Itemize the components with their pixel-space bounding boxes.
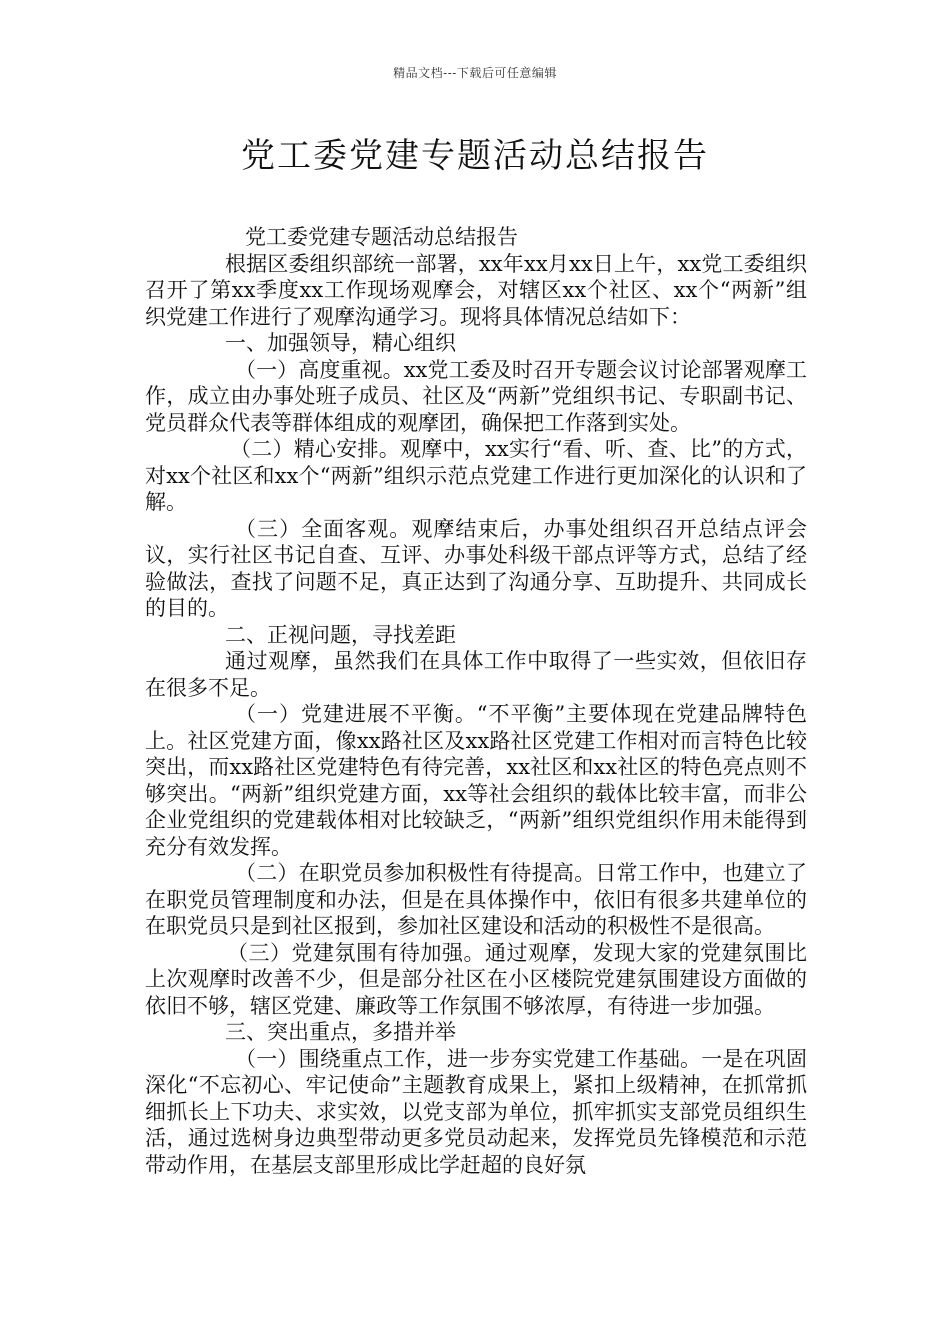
body-paragraph: （一）党建进展不平衡。“不平衡”主要体现在党建品牌特色上。社区党建方面，像xx路社区及xx路社区党建工作相对而言特色比较突出，而xx路社区党建特色有待完善，xx社区和xx社区的特色亮点则不够突出。“两新”组织党建方面，xx等社会组织的载体比较丰富，而非公企业党组织的党建载体相对比较缺乏，“两新”组织党组织作用未能得到充分有效发挥。	[145, 702, 807, 859]
body-paragraph: （二）精心安排。观摩中，xx实行“看、听、查、比”的方式，对xx个社区和xx个“两新”组织示范点党建工作进行更加深化的认识和了解。	[145, 437, 807, 514]
document-body	[145, 224, 807, 1178]
header-note: 精品文档---下载后可任意编辑	[393, 66, 557, 80]
document-title: 党工委党建专题活动总结报告	[241, 136, 709, 176]
body-paragraph: （三）党建氛围有待加强。通过观摩，发现大家的党建氛围比上次观摩时改善不少，但是部分社区在小区楼院党建氛围建设方面做的依旧不够，辖区党建、廉政等工作氛围不够浓厚，有待进一步加强。	[145, 940, 807, 1018]
document-subtitle: 党工委党建专题活动总结报告	[245, 225, 518, 249]
body-paragraph: （一）围绕重点工作，进一步夯实党建工作基础。一是在巩固深化“不忘初心、牢记使命”主题教育成果上，紧扣上级精神，在抓常抓细抓长上下功夫、求实效，以党支部为单位，抓牢抓实支部党员组织生活，通过选树身边典型带动更多党员动起来，发挥党员先锋模范和示范带动作用，在基层支部里形成比学赶超的良好氛	[145, 1046, 807, 1177]
body-paragraph: 根据区委组织部统一部署，xx年xx月xx日上午，xx党工委组织召开了第xx季度xx工作现场观摩会，对辖区xx个社区、xx个“两新”组织党建工作进行了观摩沟通学习。现将具体情况总结如下：	[145, 251, 807, 329]
section-heading: 三、突出重点，多措并举	[225, 1020, 456, 1044]
body-paragraph: （二）在职党员参加积极性有待提高。日常工作中，也建立了在职党员管理制度和办法，但是在具体操作中，依旧有很多共建单位的在职党员只是到社区报到，参加社区建设和活动的积极性不是很高。	[145, 861, 807, 938]
body-paragraph: （一）高度重视。xx党工委及时召开专题会议讨论部署观摩工作，成立由办事处班子成员、社区及“两新”党组织书记、专职副书记、党员群众代表等群体组成的观摩团，确保把工作落到实处。	[145, 357, 807, 435]
section-heading: 二、正视问题，寻找差距	[225, 622, 456, 647]
section-heading: 一、加强领导，精心组织	[225, 331, 456, 355]
body-paragraph: （三）全面客观。观摩结束后，办事处组织召开总结点评会议，实行社区书记自查、互评、办事处科级干部点评等方式，总结了经验做法，查找了问题不足，真正达到了沟通分享、互助提升、共同成长的目的。	[145, 516, 807, 620]
body-paragraph: 通过观摩，虽然我们在具体工作中取得了一些实效，但依旧存在很多不足。	[145, 649, 807, 700]
